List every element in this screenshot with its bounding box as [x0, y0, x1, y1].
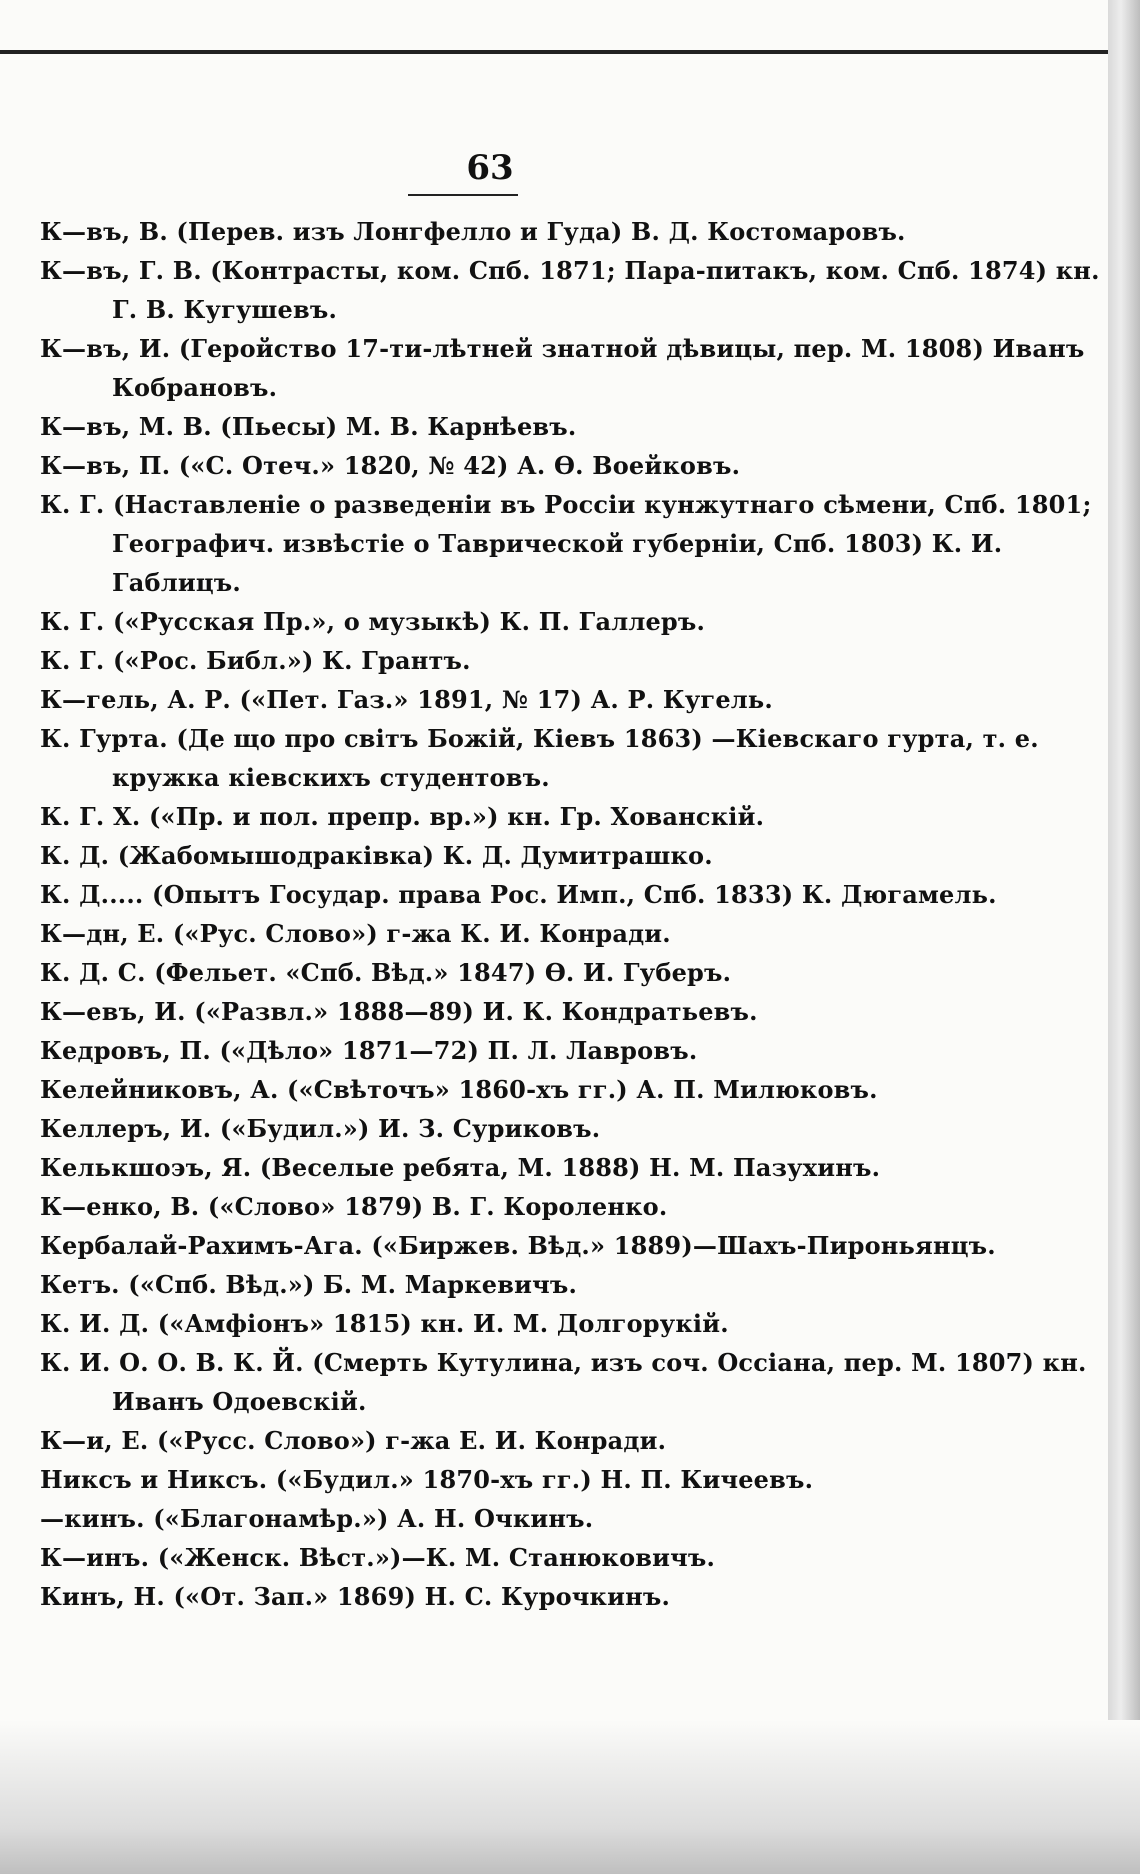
page-number-underline: [408, 194, 518, 196]
bottom-scan-shadow: [0, 1720, 1140, 1874]
list-item: —кинъ. («Благонамѣр.») А. Н. Очкинъ.: [40, 1504, 594, 1533]
list-item: Кинъ, Н. («От. Зап.» 1869) Н. С. Курочкинъ.: [40, 1582, 671, 1611]
list-item: К. Д. С. (Фельет. «Спб. Вѣд.» 1847) Ѳ. И. Губеръ.: [40, 958, 732, 987]
list-item: К. Г. («Русская Пр.», о музыкѣ) К. П. Галлеръ.: [40, 607, 706, 636]
list-item: К—въ, М. В. (Пьесы) М. В. Карнѣевъ.: [40, 412, 577, 441]
list-item: К—въ, Г. В. (Контрасты, ком. Спб. 1871; Пара-питакъ, ком. Спб. 1874) кн. Г. В. Кугушевъ.: [40, 256, 1100, 324]
list-item: К—енко, В. («Слово» 1879) В. Г. Короленко.: [40, 1192, 668, 1221]
entry-list: [40, 212, 1100, 1616]
list-item: Келькшоэъ, Я. (Веселые ребята, М. 1888) Н. М. Пазухинъ.: [40, 1153, 881, 1182]
list-item: Келейниковъ, А. («Свѣточъ» 1860-хъ гг.) А. П. Милюковъ.: [40, 1075, 878, 1104]
list-item: К. Г. (Наставленіе о разведеніи въ Россіи кунжутнаго сѣмени, Спб. 1801; Географич. извѣстіе о Таврической губерніи, Спб. 1803) К. И. Габлицъ.: [40, 490, 1092, 597]
top-edge-rule: [0, 50, 1140, 54]
list-item: К. Гурта. (Де що про свiтъ Божiй, Кiевъ 1863) —Кiевскаго гурта, т. е. кружка кiевскихъ студентовъ.: [40, 724, 1039, 792]
list-item: К—евъ, И. («Развл.» 1888—89) И. К. Кондратьевъ.: [40, 997, 758, 1026]
list-item: Никсъ и Никсъ. («Будил.» 1870-хъ гг.) Н. П. Кичеевъ.: [40, 1465, 814, 1494]
page-edge-shadow: [1108, 0, 1140, 1874]
list-item: К. И. О. О. В. К. Й. (Смерть Кутулина, изъ соч. Оссiана, пер. М. 1807) кн. Иванъ Одоевскiй.: [40, 1348, 1087, 1416]
list-item: К—дн, Е. («Рус. Слово») г-жа К. И. Конради.: [40, 919, 671, 948]
list-item: Кетъ. («Спб. Вѣд.») Б. М. Маркевичъ.: [40, 1270, 578, 1299]
list-item: К. И. Д. («Амфiонъ» 1815) кн. И. М. Долгорукiй.: [40, 1309, 729, 1338]
list-item: К. Д..... (Опытъ Государ. права Рос. Имп., Спб. 1833) К. Дюгамель.: [40, 880, 997, 909]
list-item: К. Д. (Жабомышодракiвка) К. Д. Думитрашко.: [40, 841, 713, 870]
list-item: К—въ, В. (Перев. изъ Лонгфелло и Гуда) В. Д. Костомаровъ.: [40, 217, 906, 246]
list-item: К—и, Е. («Русс. Слово») г-жа Е. И. Конради.: [40, 1426, 667, 1455]
list-item: К. Г. («Рос. Библ.») К. Грантъ.: [40, 646, 471, 675]
list-item: К—въ, П. («С. Отеч.» 1820, № 42) А. Ѳ. Воейковъ.: [40, 451, 741, 480]
list-item: К—инъ. («Женск. Вѣст.»)—К. М. Станюковичъ.: [40, 1543, 716, 1572]
list-item: Кедровъ, П. («Дѣло» 1871—72) П. Л. Лавровъ.: [40, 1036, 698, 1065]
list-item: Келлеръ, И. («Будил.») И. З. Суриковъ.: [40, 1114, 601, 1143]
list-item: Кербалай-Рахимъ-Ага. («Биржев. Вѣд.» 1889)—Шахъ-Пироньянцъ.: [40, 1231, 996, 1260]
list-item: К—въ, И. (Геройство 17-ти-лѣтней знатной дѣвицы, пер. М. 1808) Иванъ Кобрановъ.: [40, 334, 1085, 402]
list-item: К—гель, А. Р. («Пет. Газ.» 1891, № 17) А. Р. Кугель.: [40, 685, 773, 714]
list-item: К. Г. Х. («Пр. и пол. препр. вр.») кн. Гр. Хованскiй.: [40, 802, 765, 831]
page-number: 63: [466, 148, 514, 188]
